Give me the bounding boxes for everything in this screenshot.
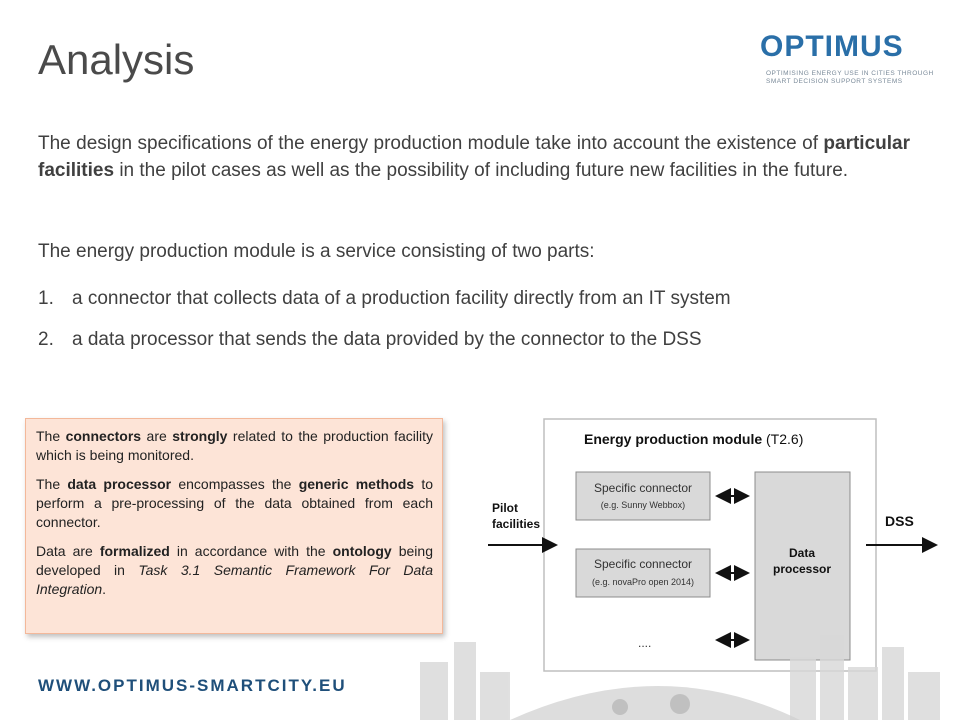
callout-text: Data are: [36, 543, 100, 559]
processor-label-2: processor: [772, 562, 832, 576]
intro-paragraph: [38, 130, 910, 184]
callout-bold: ontology: [332, 543, 392, 559]
footer-url: WWW.OPTIMUS-SMARTCITY.EU: [38, 676, 347, 695]
processor-label-1: Data: [788, 546, 816, 560]
callout-box: [25, 418, 443, 634]
connector-ellipsis: ....: [638, 636, 652, 650]
module-title-bold: Energy production module: [584, 431, 763, 447]
list-item: [38, 326, 918, 353]
callout-text: being developed in: [36, 543, 433, 578]
list-text: a connector that collects data of a production facility directly from an IT system: [72, 288, 731, 309]
logo-wordmark: OPTIMUS: [760, 30, 904, 63]
connector-1-example: (e.g. Sunny Webbox): [600, 500, 686, 510]
intro-text-1: The design specifications of the energy production module take into account the existence of: [38, 133, 824, 154]
city-skyline-graphic: [380, 612, 960, 720]
callout-bold: data processor: [67, 476, 172, 492]
module-title: [584, 431, 803, 447]
list-number: 2.: [38, 329, 54, 350]
callout-text: are: [141, 428, 173, 444]
callout-connectors: [36, 427, 433, 465]
pilot-label-2: facilities: [492, 517, 541, 531]
dss-label: DSS: [885, 513, 914, 529]
list-number: 1.: [38, 288, 54, 309]
callout-ontology: [36, 542, 433, 599]
optimus-logo: [760, 30, 934, 88]
logo-tagline-line1: OPTIMISING ENERGY USE IN CITIES THROUGH: [766, 70, 934, 77]
callout-text: The: [36, 476, 68, 492]
connector-box-1: [576, 472, 710, 520]
callout-processor: [36, 475, 433, 532]
connector-2-name: Specific connector: [593, 557, 693, 571]
module-title-suffix: (T2.6): [762, 431, 804, 447]
logo-tagline: [766, 70, 936, 86]
callout-text: related to the production facility which is being monitored.: [36, 428, 434, 463]
callout-bold: formalized: [99, 543, 170, 559]
module-description: The energy production module is a service consisting of two parts:: [38, 241, 595, 262]
connector-2-example: (e.g. novaPro open 2014): [591, 577, 695, 587]
list-item: [38, 285, 918, 312]
intro-text-2: in the pilot cases as well as the possibility of including future new facilities in the future.: [114, 160, 849, 181]
logo-tagline-line2: SMART DECISION SUPPORT SYSTEMS: [766, 78, 903, 85]
callout-text: in accordance with the: [169, 543, 333, 559]
callout-text: to perform a pre-processing of the data obtained from each connector.: [36, 476, 433, 530]
slide-title: Analysis: [38, 36, 195, 83]
intro-bold: particular facilities: [38, 133, 910, 181]
callout-bold: connectors: [65, 428, 142, 444]
callout-bold: generic methods: [298, 476, 415, 492]
connector-1-name: Specific connector: [593, 481, 693, 495]
callout-italic: Task 3.1 Semantic Framework For Data Integration: [36, 562, 433, 597]
callout-bold: strongly: [172, 428, 228, 444]
pilot-label-1: Pilot: [492, 501, 518, 515]
callout-text: .: [102, 581, 107, 597]
list-text: a data processor that sends the data provided by the connector to the DSS: [72, 329, 702, 350]
callout-text: encompasses the: [171, 476, 299, 492]
callout-text: The: [36, 428, 66, 444]
